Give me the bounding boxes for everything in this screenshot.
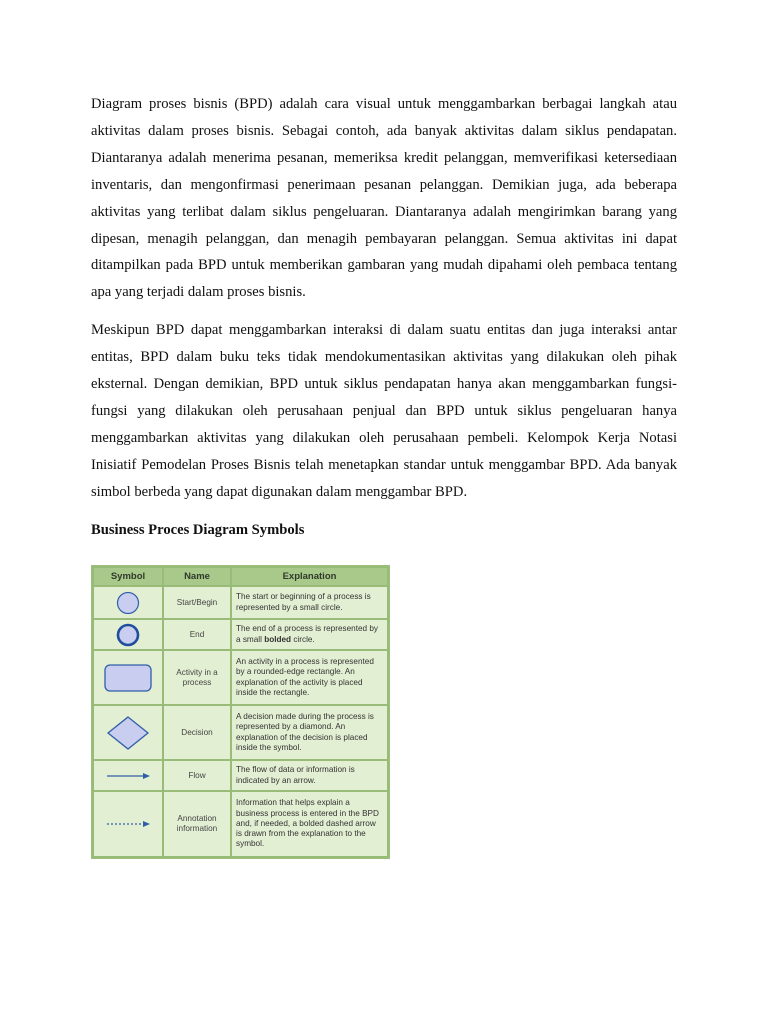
symbol-cell: [93, 586, 163, 619]
symbol-explanation: The flow of data or information is indicated by an arrow.: [231, 760, 388, 791]
bold-circle-icon: [115, 622, 141, 648]
symbol-name: Decision: [163, 705, 231, 760]
explanation-bold-text: bolded: [264, 634, 292, 644]
symbol-cell: [93, 705, 163, 760]
header-explanation: Explanation: [231, 567, 388, 586]
symbol-name: Activity in a process: [163, 650, 231, 705]
document-page: [91, 91, 677, 544]
symbol-cell: [93, 619, 163, 650]
body-paragraph-1: Diagram proses bisnis (BPD) adalah cara visual untuk menggambarkan berbagai langkah atau aktivitas dalam proses bisnis. Sebagai contoh, ada banyak aktivitas dalam siklus pendapatan. Diantaranya adalah menerima pesanan, memeriksa kredit pelanggan, memverifikasi ketersediaan inventaris, dan mengonfirmasi penerimaan pesanan pelanggan. Demikian juga, ada beberapa aktivitas yang terlibat dalam siklus pengeluaran. Diantaranya adalah mengirimkan barang yang dipesan, menagih pelanggan, dan menagih pembayaran pelanggan. Semua aktivitas ini dapat ditampilkan pada BPD untuk memberikan gambaran yang mudah dipahami oleh pembaca tentang apa yang terjadi dalam proses bisnis.: [91, 96, 677, 301]
symbol-explanation: Information that helps explain a business process is entered in the BPD and, if needed, a bolded dashed arrow is drawn from the explanation to the symbol.: [231, 791, 388, 857]
symbol-cell: [93, 760, 163, 791]
bpd-symbols-table: [92, 566, 389, 858]
solid-arrow-icon: [105, 771, 151, 781]
diamond-icon: [106, 715, 150, 751]
small-circle-icon: [115, 590, 141, 616]
explanation-text: circle.: [291, 634, 315, 644]
body-paragraph-2: Meskipun BPD dapat menggambarkan interaksi di dalam suatu entitas dan juga interaksi antar entitas, BPD dalam buku teks tidak mendokumentasikan aktivitas yang dilakukan oleh pihak eksternal. Dengan demikian, BPD untuk siklus pendapatan hanya akan menggambarkan fungsi-fungsi yang dilakukan oleh perusahaan penjual dan BPD untuk siklus pengeluaran hanya menggambarkan aktivitas yang dilakukan oleh perusahaan pembeli. Kelompok Kerja Notasi Inisiatif Pemodelan Proses Bisnis telah menetapkan standar untuk menggambar BPD. Ada banyak simbol berbeda yang dapat digunakan dalam menggambar BPD.: [91, 322, 677, 500]
table-row: [93, 586, 388, 619]
header-name: Name: [163, 567, 231, 586]
table-row: [93, 705, 388, 760]
symbol-explanation: An activity in a process is represented by a rounded-edge rectangle. An explanation of the activity is placed inside the rectangle.: [231, 650, 388, 705]
table-row: [93, 791, 388, 857]
table-row: [93, 619, 388, 650]
symbol-name: Flow: [163, 760, 231, 791]
symbol-explanation: [231, 619, 388, 650]
symbol-name: End: [163, 619, 231, 650]
dashed-arrow-icon: [105, 819, 151, 829]
symbol-name: Start/Begin: [163, 586, 231, 619]
section-heading: Business Proces Diagram Symbols: [91, 521, 305, 538]
table-row: [93, 650, 388, 705]
symbol-name: Annotation information: [163, 791, 231, 857]
symbol-cell: [93, 791, 163, 857]
symbol-explanation: A decision made during the process is represented by a diamond. An explanation of the decision is placed inside the symbol.: [231, 705, 388, 760]
table-header-row: [93, 567, 388, 586]
symbol-cell: [93, 650, 163, 705]
explanation-text: The end of a process is represented by a small: [236, 624, 378, 644]
symbol-explanation: The start or beginning of a process is represented by a small circle.: [231, 586, 388, 619]
header-symbol: Symbol: [93, 567, 163, 586]
table-row: [93, 760, 388, 791]
rounded-rectangle-icon: [103, 663, 153, 693]
